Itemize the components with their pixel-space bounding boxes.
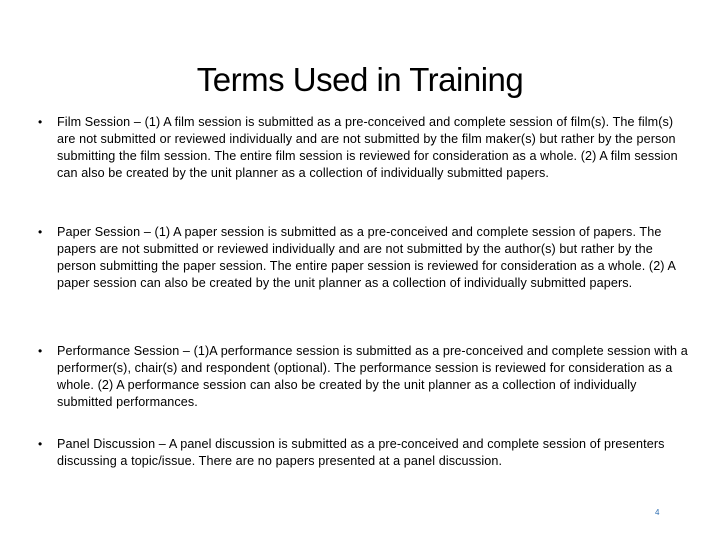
- bullet-dot-icon: •: [38, 437, 43, 451]
- bullet-term: Film Session: [57, 115, 131, 129]
- page-number: 4: [655, 508, 660, 517]
- bullet-text: (1) A paper session is submitted as a pre-conceived and complete session of papers. The papers are not submitted or reviewed individually and are not submitted by the author(s) but rather by the person submitting the paper session. The entire paper session is reviewed for consideration as a whole. (2) A paper session can also be created by the unit planner as a collection of individually submitted papers.: [57, 225, 676, 291]
- bullet-term: Performance Session: [57, 344, 180, 358]
- bullet-term: Paper Session: [57, 225, 141, 239]
- bullet-text: (1)A performance session is submitted as a pre-conceived and complete session with a performer(s), chair(s) and respondent (optional). The performance session is reviewed for consideration as a whole. (2) A performance session can also be created by the unit planner as a collection of individually submitted performances.: [57, 344, 688, 410]
- bullet-separator: –: [140, 225, 155, 239]
- bullet-dot-icon: •: [38, 115, 43, 129]
- bullet-item-film-session: [38, 114, 690, 182]
- bullet-item-paper-session: [38, 224, 690, 292]
- bullet-dot-icon: •: [38, 344, 43, 358]
- bullet-item-panel-discussion: [38, 436, 690, 470]
- bullet-term: Panel Discussion –: [57, 437, 166, 451]
- bullet-text: A panel discussion is submitted as a pre-conceived and complete session of presenters discussing a topic/issue. There are no papers presented at a panel discussion.: [57, 437, 665, 469]
- slide-title: Terms Used in Training: [196, 61, 524, 98]
- bullet-item-performance-session: [38, 343, 690, 411]
- bullet-separator: –: [130, 115, 145, 129]
- bullet-dot-icon: •: [38, 225, 43, 239]
- bullet-text: (1) A film session is submitted as a pre-conceived and complete session of film(s). The film(s) are not submitted or reviewed individually and are not submitted by the film maker(s) but rather by the person submitting the film session. The entire film session is reviewed for consideration as a whole. (2) A film session can also be created by the unit planner as a collection of individually submitted papers.: [57, 115, 678, 181]
- bullet-separator: –: [179, 344, 194, 358]
